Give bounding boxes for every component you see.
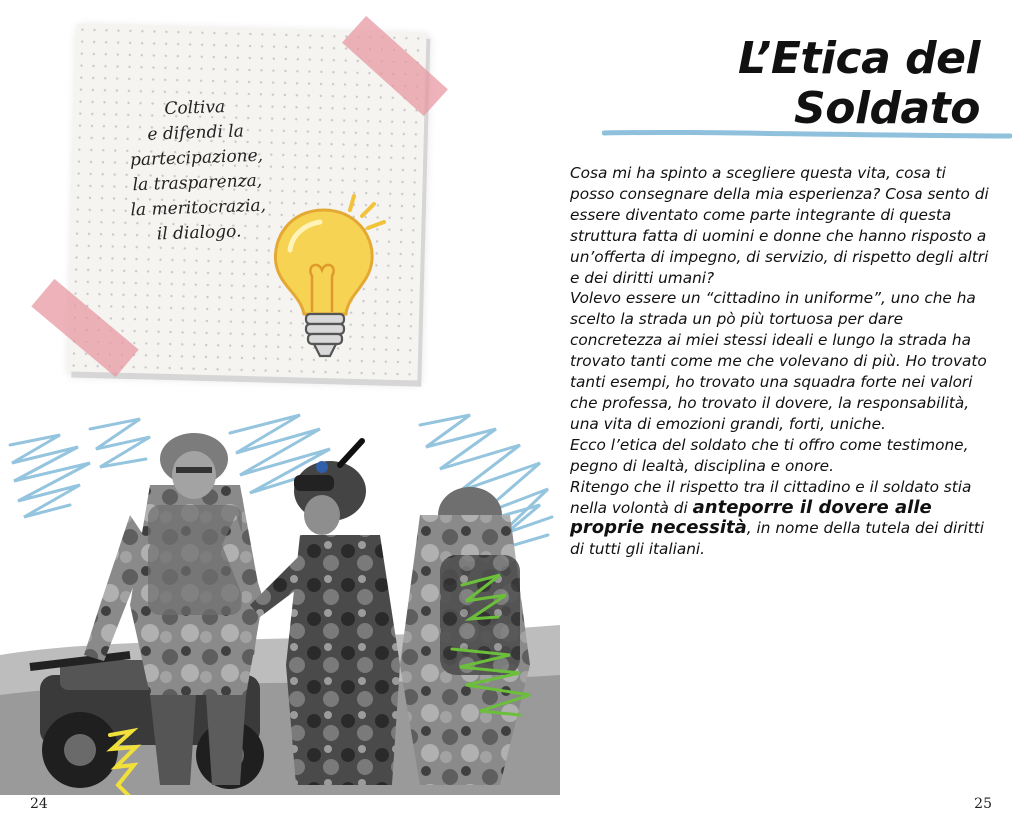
note-line: la meritocrazia, [130, 195, 267, 221]
note-line: e difendi la [147, 121, 245, 145]
note-line: Coltiva [164, 96, 226, 120]
emphasis-text: anteporre il dovere alle proprie necessità [570, 496, 932, 539]
lightbulb-icon [262, 190, 392, 365]
paragraph: Ecco l’etica del soldato che ti offro come testimone, pegno di lealtà, disciplina e onore. [570, 435, 969, 475]
note-line: la trasparenza, [132, 170, 263, 196]
title-underline [602, 128, 1012, 140]
paragraph: Cosa mi ha spinto a scegliere questa vita, cosa ti posso consegnare della mia esperienza? Cosa sento di essere diventato come parte integrante di questa struttura fatta di uomini e donne che hanno risposto a un’offerta di impegno, di servizio, di rispetto degli altri e dei diritti umani? [570, 164, 989, 287]
title-line-1: L’Etica del [738, 33, 980, 84]
paragraph [570, 477, 990, 561]
note-line: partecipazione, [129, 145, 264, 171]
page-number-left: 24 [30, 796, 48, 812]
paragraph-start: Ritengo che il rispetto tra il cittadino e il soldato stia nella volontà di [570, 477, 972, 517]
page-title [738, 34, 980, 134]
title-line-2: Soldato [794, 83, 980, 134]
paragraph-end: , in nome della tutela dei diritti di tutti gli italiani. [570, 519, 984, 559]
body-text [570, 163, 990, 560]
page-number-right: 25 [974, 796, 992, 812]
note-line: il dialogo. [156, 221, 242, 245]
paragraph: Volevo essere un “cittadino in uniforme”, uno che ha scelto la strada un pò più tortuosa per dare concretezza ai miei stessi ideali e lungo la strada ha trovato tanti come me che volevano di più. Ho trovato tanti esempi, ho trovato una squadra forte nei valori che professa, ho trovato il dovere, la responsabilità, una vita di emozioni grandi, forti, uniche. [570, 289, 987, 433]
soldiers-photo [0, 405, 560, 795]
